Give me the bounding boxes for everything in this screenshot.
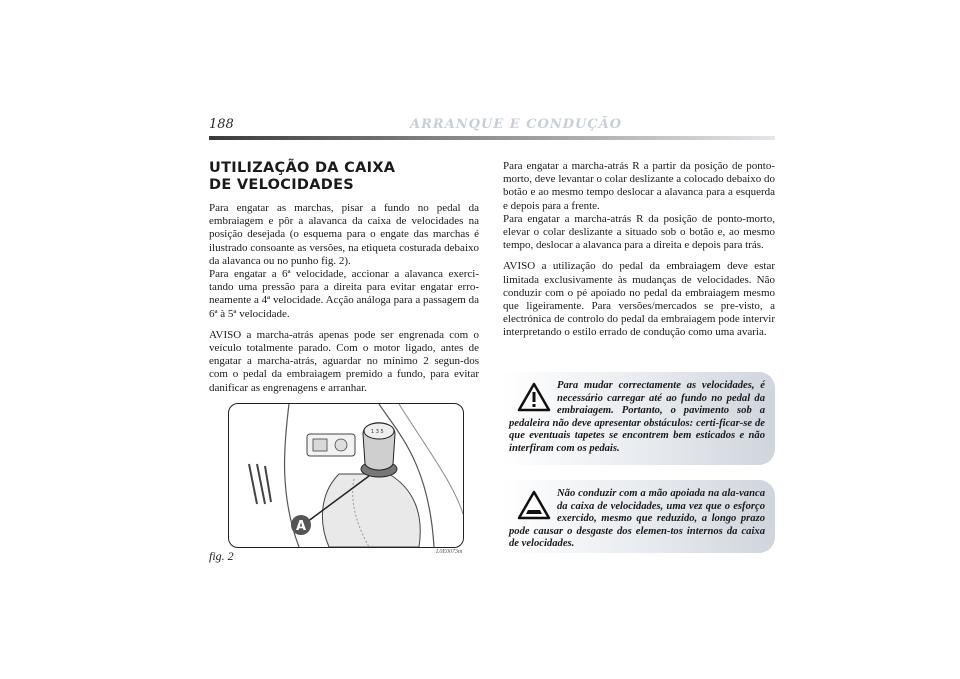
right-column: [503, 160, 775, 348]
warning-text-2: Não conduzir com a mão apoiada na ala-vanca da caixa de velocidades, uma vez que o esforço exercido, mesmo que reduzido, a longo prazo pode causar o desgaste dos elemen-tos internos da caixa de velocidades.: [509, 488, 765, 550]
right-paragraph-3: AVISO a utilização do pedal da embraiagem deve estar limitada exclusivamente às mudanças de velocidades. Não conduzir com o pé apoiado no pedal da embraiagem mesmo que ligeiramente. Para versões/mercados se pre-visto, a electrónica de controlo do pedal da embraiagem pode intervir interpretando o estilo errado de condução como uma avaria.: [503, 260, 775, 339]
left-paragraph-2: Para engatar a 6ª velocidade, accionar a alavanca exerci-tando uma pressão para a direita para evitar engatar erro-neamente a 4ª velocidade. Acção análoga para a passagem da 6ª à 5ª velocidade.: [209, 268, 479, 320]
section-header: ARRANQUE E CONDUÇÃO: [410, 117, 623, 132]
left-paragraph-1: Para engatar as marchas, pisar a fundo no pedal da embraiagem e pôr a alavanca da caixa de velocidades na posição desejada (o esquema para o engate das marchas é ilustrado consoante as versões, na etiqueta costurada debaixo da alavanca ou no punho fig. 2).: [209, 202, 479, 267]
right-paragraph-2: Para engatar a marcha-atrás R da posição de ponto-morto, elevar o colar deslizante a situado sob o botão e, ao mesmo tempo, deslocar a alavanca para a direita e depois para trás.: [503, 212, 775, 252]
left-column: [209, 160, 479, 403]
right-paragraph-1: Para engatar a marcha-atrás R a partir da posição de ponto-morto, deve levantar o colar deslizante a colocado debaixo do botão e ao mesmo tempo deslocar a alavanca para a esquerda e depois para a frente.: [503, 160, 775, 212]
figure-gear-lever: [228, 403, 464, 548]
figure-label-a: A: [295, 519, 307, 534]
warning-text-1: Para mudar correctamente as velocidades, é necessário carregar até ao fundo no pedal da embraiagem. Portanto, o pavimento sob a pedaleira não deve apresentar obstáculos: certi-ficar-se de que eventuais tapetes se encontrem bem esticados e não interfiram com os pedais.: [509, 380, 765, 454]
gear-lever-illustration: [229, 404, 463, 547]
section-title: [209, 160, 479, 194]
left-paragraph-3: AVISO a marcha-atrás apenas pode ser engrenada com o veículo totalmente parado. Com o motor ligado, antes de engatar a marcha-atrás, aguardar no mínimo 2 segun-dos com o pedal da embraiagem premido a fundo, para evitar danificar as engrenagens e arranhar.: [209, 328, 479, 394]
title-line-2: DE VELOCIDADES: [209, 177, 355, 193]
warning-box-1: [503, 372, 775, 465]
caution-triangle-icon: [517, 490, 551, 520]
warning-triangle-icon: [517, 382, 551, 412]
page-number: 188: [209, 117, 234, 132]
warning-box-2: [503, 480, 775, 553]
figure-code: L0E0073m: [436, 549, 463, 555]
title-line-1: UTILIZAÇÃO DA CAIXA: [209, 160, 396, 176]
svg-text:1 3 5: 1 3 5: [371, 429, 384, 435]
header-rule: [209, 136, 775, 140]
figure-caption: fig. 2: [209, 549, 234, 563]
